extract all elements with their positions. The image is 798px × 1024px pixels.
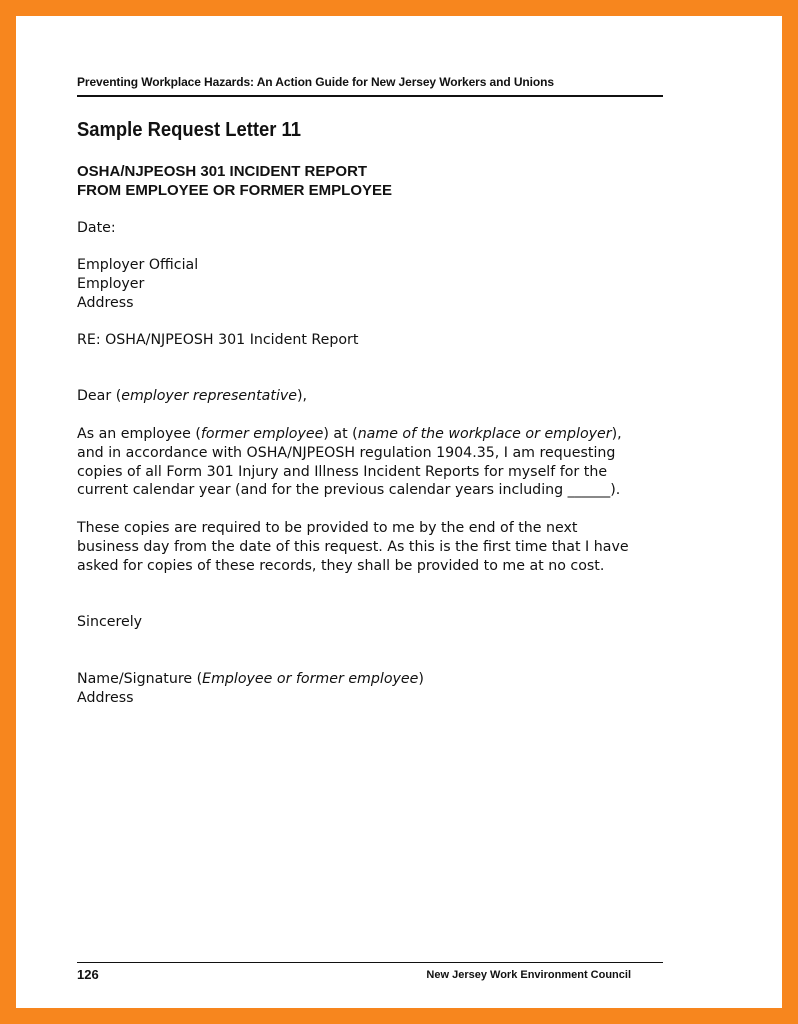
recipient-line-1: Employer Official: [77, 257, 199, 273]
signature-address: Address: [77, 689, 134, 706]
signature-line: [77, 670, 424, 689]
salutation-italic: employer representative: [121, 388, 298, 404]
date-label: Date:: [77, 220, 116, 236]
signature-prefix: Name/Signature (: [77, 671, 203, 687]
para1-text-a: As an employee (: [77, 426, 201, 442]
subtitle-line-2: FROM EMPLOYEE OR FORMER EMPLOYEE: [77, 182, 393, 199]
salutation-prefix: Dear (: [77, 388, 122, 404]
paragraph-2-line-2: business day from the date of this request. As this is the first time that I have: [77, 538, 629, 555]
recipient-line-2: Employer: [77, 275, 145, 292]
signature-italic: Employee or former employee: [202, 671, 419, 687]
recipient-block: [77, 256, 198, 312]
re-line: RE: OSHA/NJPEOSH 301 Incident Report: [77, 332, 359, 348]
paragraph-2-line-3: asked for copies of these records, they shall be provided to me at no cost.: [77, 557, 605, 574]
recipient-line-3: Address: [77, 294, 134, 311]
footer-rule: [77, 962, 663, 963]
signature-suffix: ): [418, 671, 424, 687]
paragraph-1-line-3: copies of all Form 301 Injury and Illness Incident Reports for myself for the: [77, 463, 608, 480]
salutation-suffix: ),: [297, 388, 308, 404]
paragraph-1: [77, 425, 622, 500]
para1-text-c: ) at (: [323, 426, 358, 442]
salutation: [77, 387, 307, 406]
paragraph-1-line-4: current calendar year (and for the previous calendar years including ______).: [77, 482, 621, 499]
paragraph-1-line-2: and in accordance with OSHA/NJPEOSH regulation 1904.35, I am requesting: [77, 444, 616, 461]
paragraph-2: [77, 519, 629, 575]
paragraph-1-line-1: [77, 425, 622, 444]
running-header: Preventing Workplace Hazards: An Action Guide for New Jersey Workers and Unions: [77, 75, 554, 89]
closing: Sincerely: [77, 614, 143, 630]
para1-text-e: ),: [611, 426, 622, 442]
subtitle-line-1: OSHA/NJPEOSH 301 INCIDENT REPORT: [77, 163, 368, 180]
letter-subtitle: [77, 162, 392, 200]
footer-organization: New Jersey Work Environment Council: [426, 969, 631, 981]
para1-italic-b: former employee: [200, 426, 324, 442]
paragraph-2-line-1: These copies are required to be provided to me by the end of the next: [77, 520, 578, 536]
signature-block: [77, 670, 424, 708]
header-rule: [77, 95, 663, 97]
page-number: 126: [77, 967, 99, 982]
para1-italic-d: name of the workplace or employer: [357, 426, 612, 442]
letter-title: Sample Request Letter 11: [77, 119, 301, 141]
